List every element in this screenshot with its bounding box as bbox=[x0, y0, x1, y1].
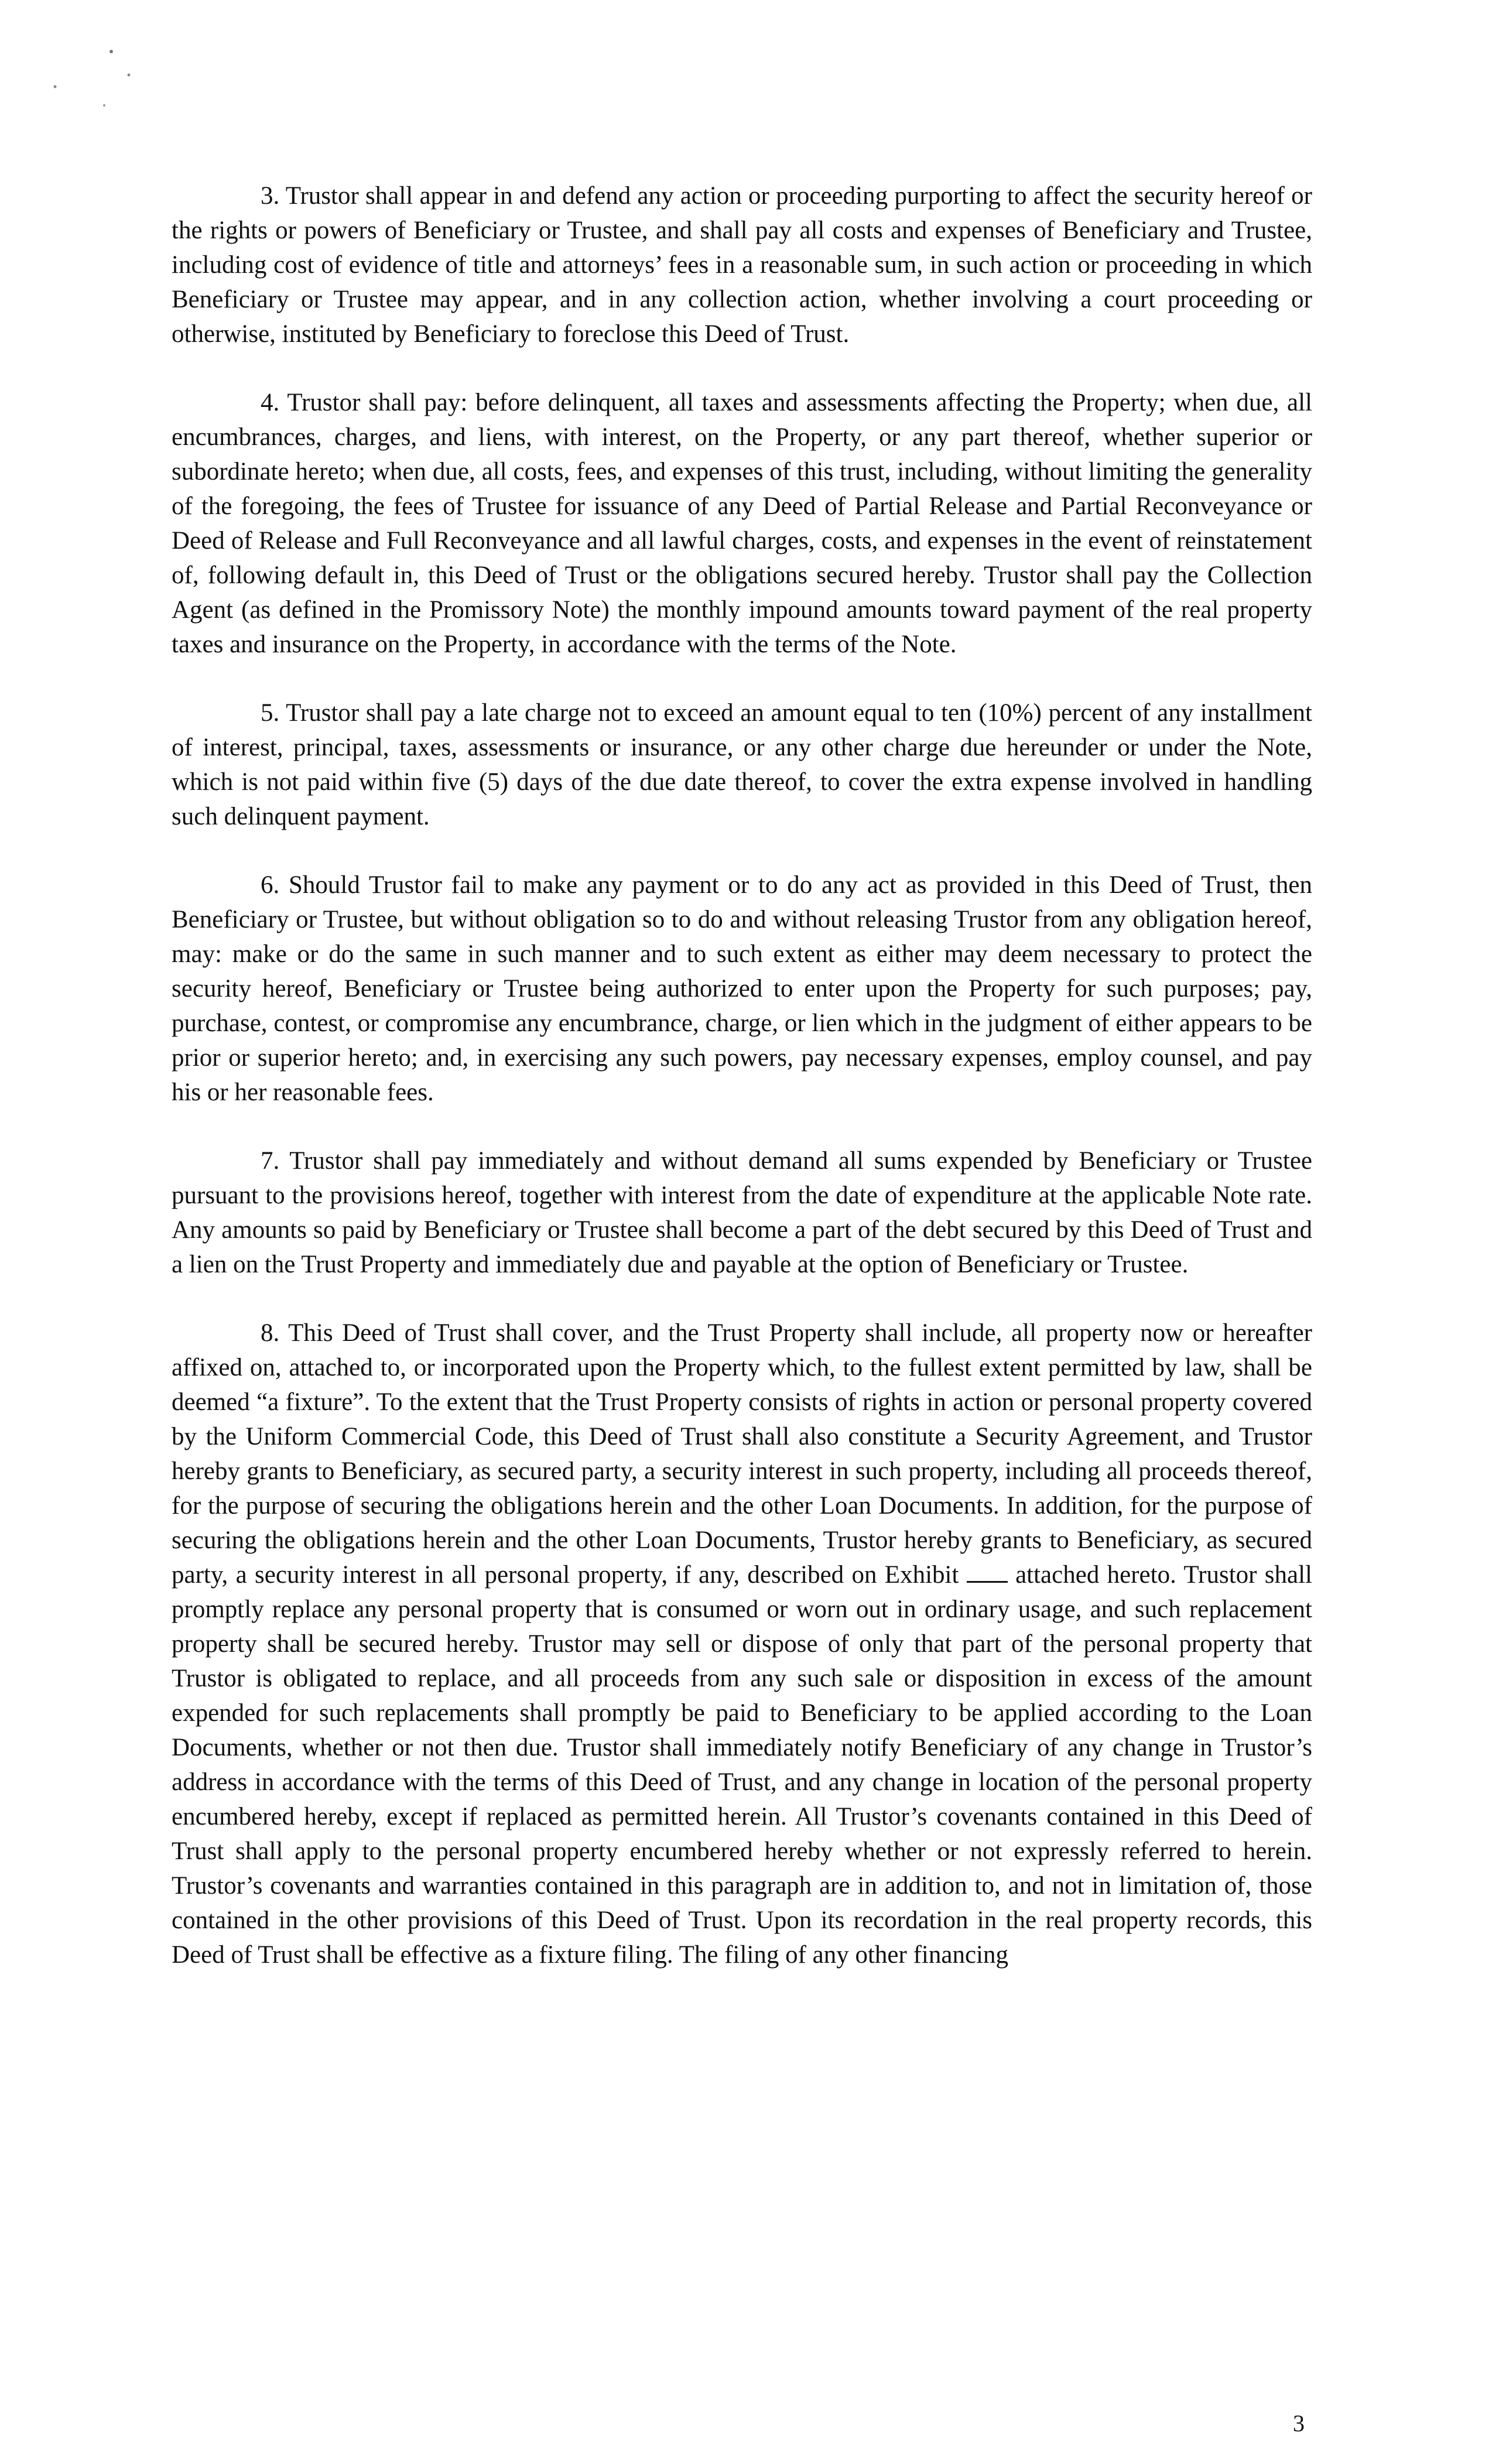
paragraph-number: 3. bbox=[261, 182, 280, 210]
page-number: 3 bbox=[1293, 2410, 1305, 2436]
paragraph-text: Trustor shall pay: before delinquent, all taxes and assessments affecting the Property; when due, all encumbrances, charges, and liens, with interest, on the Property, or any part thereof, whether superior or subordinate hereto; when due, all costs, fees, and expenses of this trust, including, without limiting the generality of the foregoing, the fees of Trustee for issuance of any Deed of Partial Release and Partial Reconveyance or Deed of Release and Full Reconveyance and all lawful charges, costs, and expenses in the event of reinstatement of, following default in, this Deed of Trust or the obligations secured hereby. Trustor shall pay the Collection Agent (as defined in the Promissory Note) the monthly impound amounts toward payment of the real property taxes and insurance on the Property, in accordance with the terms of the Note. bbox=[172, 389, 1313, 658]
paragraph-5 bbox=[172, 696, 1312, 834]
document-body bbox=[172, 179, 1312, 2006]
paragraph-number: 4. bbox=[261, 389, 280, 416]
paragraph-8 bbox=[172, 1316, 1312, 1972]
paragraph-7 bbox=[172, 1144, 1312, 1282]
paragraph-number: 5. bbox=[261, 699, 280, 727]
paragraph-number: 7. bbox=[261, 1147, 280, 1175]
paragraph-text: Trustor shall appear in and defend any action or proceeding purporting to affect the security hereof or the rights or powers of Beneficiary or Trustee, and shall pay all costs and expenses of Beneficiary and Trustee, including cost of evidence of title and attorneys’ fees in a reasonable sum, in such action or proceeding in which Beneficiary or Trustee may appear, and in any collection action, whether involving a court proceeding or otherwise, instituted by Beneficiary to foreclose this Deed of Trust. bbox=[172, 182, 1312, 348]
paragraph-text-after-blank: attached hereto. Trustor shall promptly replace any personal property that is consumed or worn out in ordinary usage, and such replacement property shall be secured hereby. Trustor may sell or dispose of only that part of the personal property that Trustor is obligated to replace, and all proceeds from any such sale or disposition in excess of the amount expended for such replacements shall promptly be paid to Beneficiary to be applied according to the Loan Documents, whether or not then due. Trustor shall immediately notify Beneficiary of any change in Trustor’s address in accordance with the terms of this Deed of Trust, and any change in location of the personal property encumbered hereby, except if replaced as permitted herein. All Trustor’s covenants contained in this Deed of Trust shall apply to the personal property encumbered hereby whether or not expressly referred to herein. Trustor’s covenants and warranties contained in this paragraph are in addition to, and not in limitation of, those contained in the other provisions of this Deed of Trust. Upon its recordation in the real property records, this Deed of Trust shall be effective as a fixture filing. The filing of any other financing bbox=[172, 1561, 1312, 1969]
scan-specks-decoration bbox=[35, 23, 141, 129]
paragraph-text: Trustor shall pay immediately and without demand all sums expended by Beneficiary or Trustee pursuant to the provisions hereof, together with interest from the date of expenditure at the applicable Note rate. Any amounts so paid by Beneficiary or Trustee shall become a part of the debt secured by this Deed of Trust and a lien on the Trust Property and immediately due and payable at the option of Beneficiary or Trustee. bbox=[172, 1147, 1312, 1278]
paragraph-text-before-blank: This Deed of Trust shall cover, and the Trust Property shall include, all property now or hereafter affixed on, attached to, or incorporated upon the Property which, to the fullest extent permitted by law, shall be deemed “a fixture”. To the extent that the Trust Property consists of rights in action or personal property covered by the Uniform Commercial Code, this Deed of Trust shall also constitute a Security Agreement, and Trustor hereby grants to Beneficiary, as secured party, a security interest in such property, including all proceeds thereof, for the purpose of securing the obligations herein and the other Loan Documents. In addition, for the purpose of securing the obligations herein and the other Loan Documents, Trustor hereby grants to Beneficiary, as secured party, a security interest in all personal property, if any, described on Exhibit bbox=[172, 1319, 1312, 1589]
paragraph-3 bbox=[172, 179, 1312, 351]
paragraph-text: Trustor shall pay a late charge not to exceed an amount equal to ten (10%) percent of any installment of interest, principal, taxes, assessments or insurance, or any other charge due hereunder or under the Note, which is not paid within five (5) days of the due date thereof, to cover the extra expense involved in handling such delinquent payment. bbox=[172, 699, 1312, 830]
paragraph-number: 8. bbox=[261, 1319, 280, 1347]
paragraph-4 bbox=[172, 385, 1312, 662]
paragraph-number: 6. bbox=[261, 871, 280, 899]
paragraph-text: Should Trustor fail to make any payment or to do any act as provided in this Deed of Trust, then Beneficiary or Trustee, but without obligation so to do and without releasing Trustor from any obligation hereof, may: make or do the same in such manner and to such extent as either may deem necessary to protect the security hereof, Beneficiary or Trustee being authorized to enter upon the Property for such purposes; pay, purchase, contest, or compromise any encumbrance, charge, or lien which in the judgment of either appears to be prior or superior hereto; and, in exercising any such powers, pay necessary expenses, employ counsel, and pay his or her reasonable fees. bbox=[172, 871, 1312, 1106]
paragraph-6 bbox=[172, 868, 1312, 1110]
exhibit-blank-line bbox=[967, 1561, 1008, 1583]
